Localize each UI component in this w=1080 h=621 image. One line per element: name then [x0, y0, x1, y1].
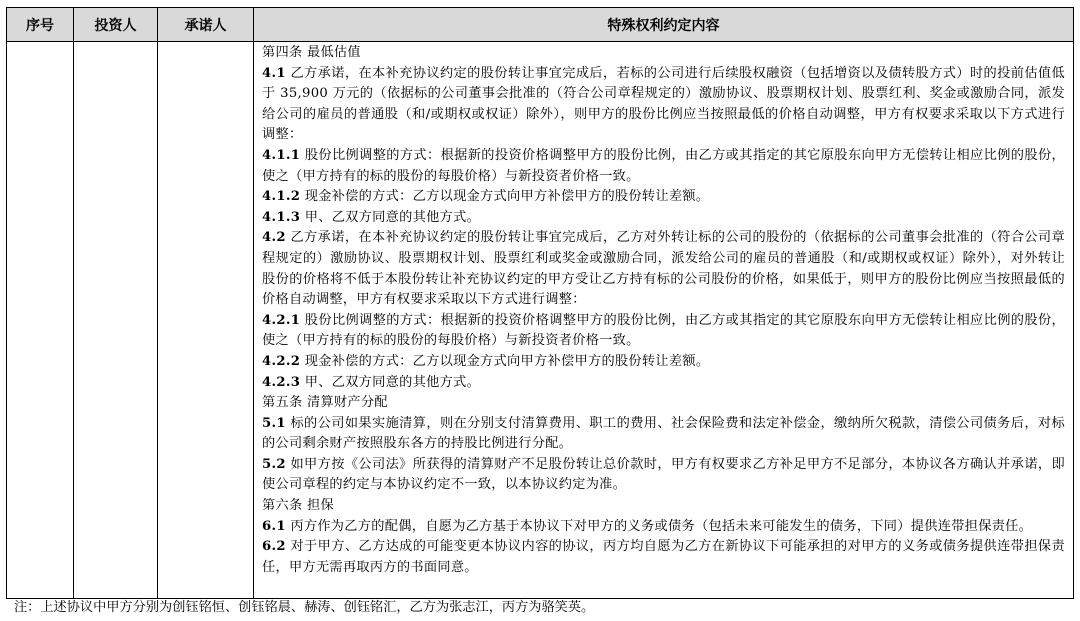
clause-paragraph: [262, 208, 1065, 229]
clause-paragraph: [262, 187, 1065, 208]
clause-text: 标的公司如果实施清算，则在分别支付清算费用、职工的费用、社会保险费和法定补偿金，缴纳所欠税款，清偿公司债务后，对标的公司剩余财产按照股东各方的持股比例进行分配。: [262, 415, 1065, 452]
clause-text: 乙方承诺，在本补充协议约定的股份转让事宜完成后，若标的公司进行后续股权融资（包括增资以及债转股方式）时的投前估值低于 35,900 万元的（依据标的公司董事会批准的（符合公司章程规定的）激励协议、股票期权计划、股票红利、奖金或激励合同，派发给公司的雇员的普通股（和/或期权或权证）除外），则甲方的股份比例应当按照最低的价格自动调整，甲方有权要求采取以下方式进行调整：: [262, 65, 1065, 143]
clause-text: 乙方承诺，在本补充协议约定的股份转让事宜完成后，乙方对外转让标的公司的股份的（依据标的公司董事会批准的（符合公司章程规定的）激励协议、股票期权计划、股票红利或奖金或激励合同，派发给公司的雇员的普通股（和/或期权或权证）除外），对外转让股份的价格将不低于本股份转让补充协议约定的甲方受让乙方持有标的公司股份的价格，如果低于，则甲方的股份比例应当按照最低的价格自动调整，甲方有权要求采取以下方式进行调整：: [262, 230, 1065, 308]
cell-investor: [74, 42, 158, 599]
article-heading: [262, 393, 1065, 414]
clause-paragraph: [262, 373, 1065, 394]
clause-number: 6.2: [262, 539, 286, 555]
clause-text: 现金补偿的方式：乙方以现金方式向甲方补偿甲方的股份转让差额。: [304, 189, 710, 205]
clause-text: 第五条 清算财产分配: [262, 395, 388, 411]
clause-text: 丙方作为乙方的配偶，自愿为乙方基于本协议下对甲方的义务或债务（包括未来可能发生的债务，下同）提供连带担保责任。: [290, 518, 1033, 534]
clause-paragraph: [262, 352, 1065, 373]
clause-paragraph: [262, 146, 1065, 187]
clause-paragraph: [262, 517, 1065, 538]
footnote: 注：上述协议中甲方分别为创钰铭恒、创钰铭晨、赫涛、创钰铭汇，乙方为张志江，丙方为骆笑英。: [14, 600, 595, 615]
clause-number: 4.1.3: [262, 209, 301, 225]
header-index: 序号: [7, 8, 74, 42]
clause-text: 现金补偿的方式：乙方以现金方式向甲方补偿甲方的股份转让差额。: [304, 353, 710, 369]
content-paragraphs: [254, 42, 1073, 578]
article-heading: [262, 496, 1065, 517]
header-investor: 投资人: [74, 8, 158, 42]
cell-index: [7, 42, 74, 599]
cell-content: [254, 42, 1074, 599]
clause-number: 4.2.3: [262, 374, 301, 390]
clause-text: 如甲方按《公司法》所获得的清算财产不足股份转让总价款时，甲方有权要求乙方补足甲方不足部分，本协议各方确认并承诺，即使公司章程的约定与本协议约定不一致，以本协议约定为准。: [262, 456, 1065, 493]
clause-number: 4.1.2: [262, 189, 301, 205]
header-promisor: 承诺人: [158, 8, 254, 42]
clause-text: 第四条 最低估值: [262, 45, 361, 60]
table-header-row: [7, 8, 1074, 42]
clause-number: 4.2: [262, 230, 286, 246]
clause-text: 股份比例调整的方式：根据新的投资价格调整甲方的股份比例，由乙方或其指定的其它原股东向甲方无偿转让相应比例的股份，使之（甲方持有的标的股份的每股价格）与新投资者价格一致。: [262, 312, 1066, 349]
clause-paragraph: [262, 228, 1065, 310]
clause-number: 6.1: [262, 518, 286, 534]
table-row: [7, 42, 1074, 599]
special-rights-table: [6, 7, 1074, 599]
clause-text: 对于甲方、乙方达成的可能变更本协议内容的协议，丙方均自愿为乙方在新协议下可能承担的对甲方的义务或债务提供连带担保责任，甲方无需再取丙方的书面同意。: [262, 539, 1065, 575]
clause-number: 4.2.1: [262, 312, 301, 328]
clause-number: 4.1.1: [262, 147, 301, 163]
clause-number: 4.1: [262, 65, 286, 81]
clause-paragraph: [262, 414, 1065, 455]
header-content: 特殊权利约定内容: [254, 8, 1074, 42]
clause-number: 5.2: [262, 456, 286, 472]
clause-paragraph: [262, 537, 1065, 578]
article-heading: [262, 43, 1065, 64]
cell-promisor: [158, 42, 254, 599]
clause-text: 股份比例调整的方式：根据新的投资价格调整甲方的股份比例，由乙方或其指定的其它原股东向甲方无偿转让相应比例的股份，使之（甲方持有的标的股份的每股价格）与新投资者价格一致。: [262, 147, 1066, 184]
clause-number: 5.1: [262, 415, 286, 431]
clause-paragraph: [262, 64, 1065, 146]
clause-paragraph: [262, 311, 1065, 352]
clause-paragraph: [262, 455, 1065, 496]
clause-number: 4.2.2: [262, 353, 301, 369]
clause-text: 第六条 担保: [262, 498, 334, 514]
clause-text: 甲、乙双方同意的其他方式。: [304, 209, 481, 225]
clause-text: 甲、乙双方同意的其他方式。: [304, 374, 481, 390]
